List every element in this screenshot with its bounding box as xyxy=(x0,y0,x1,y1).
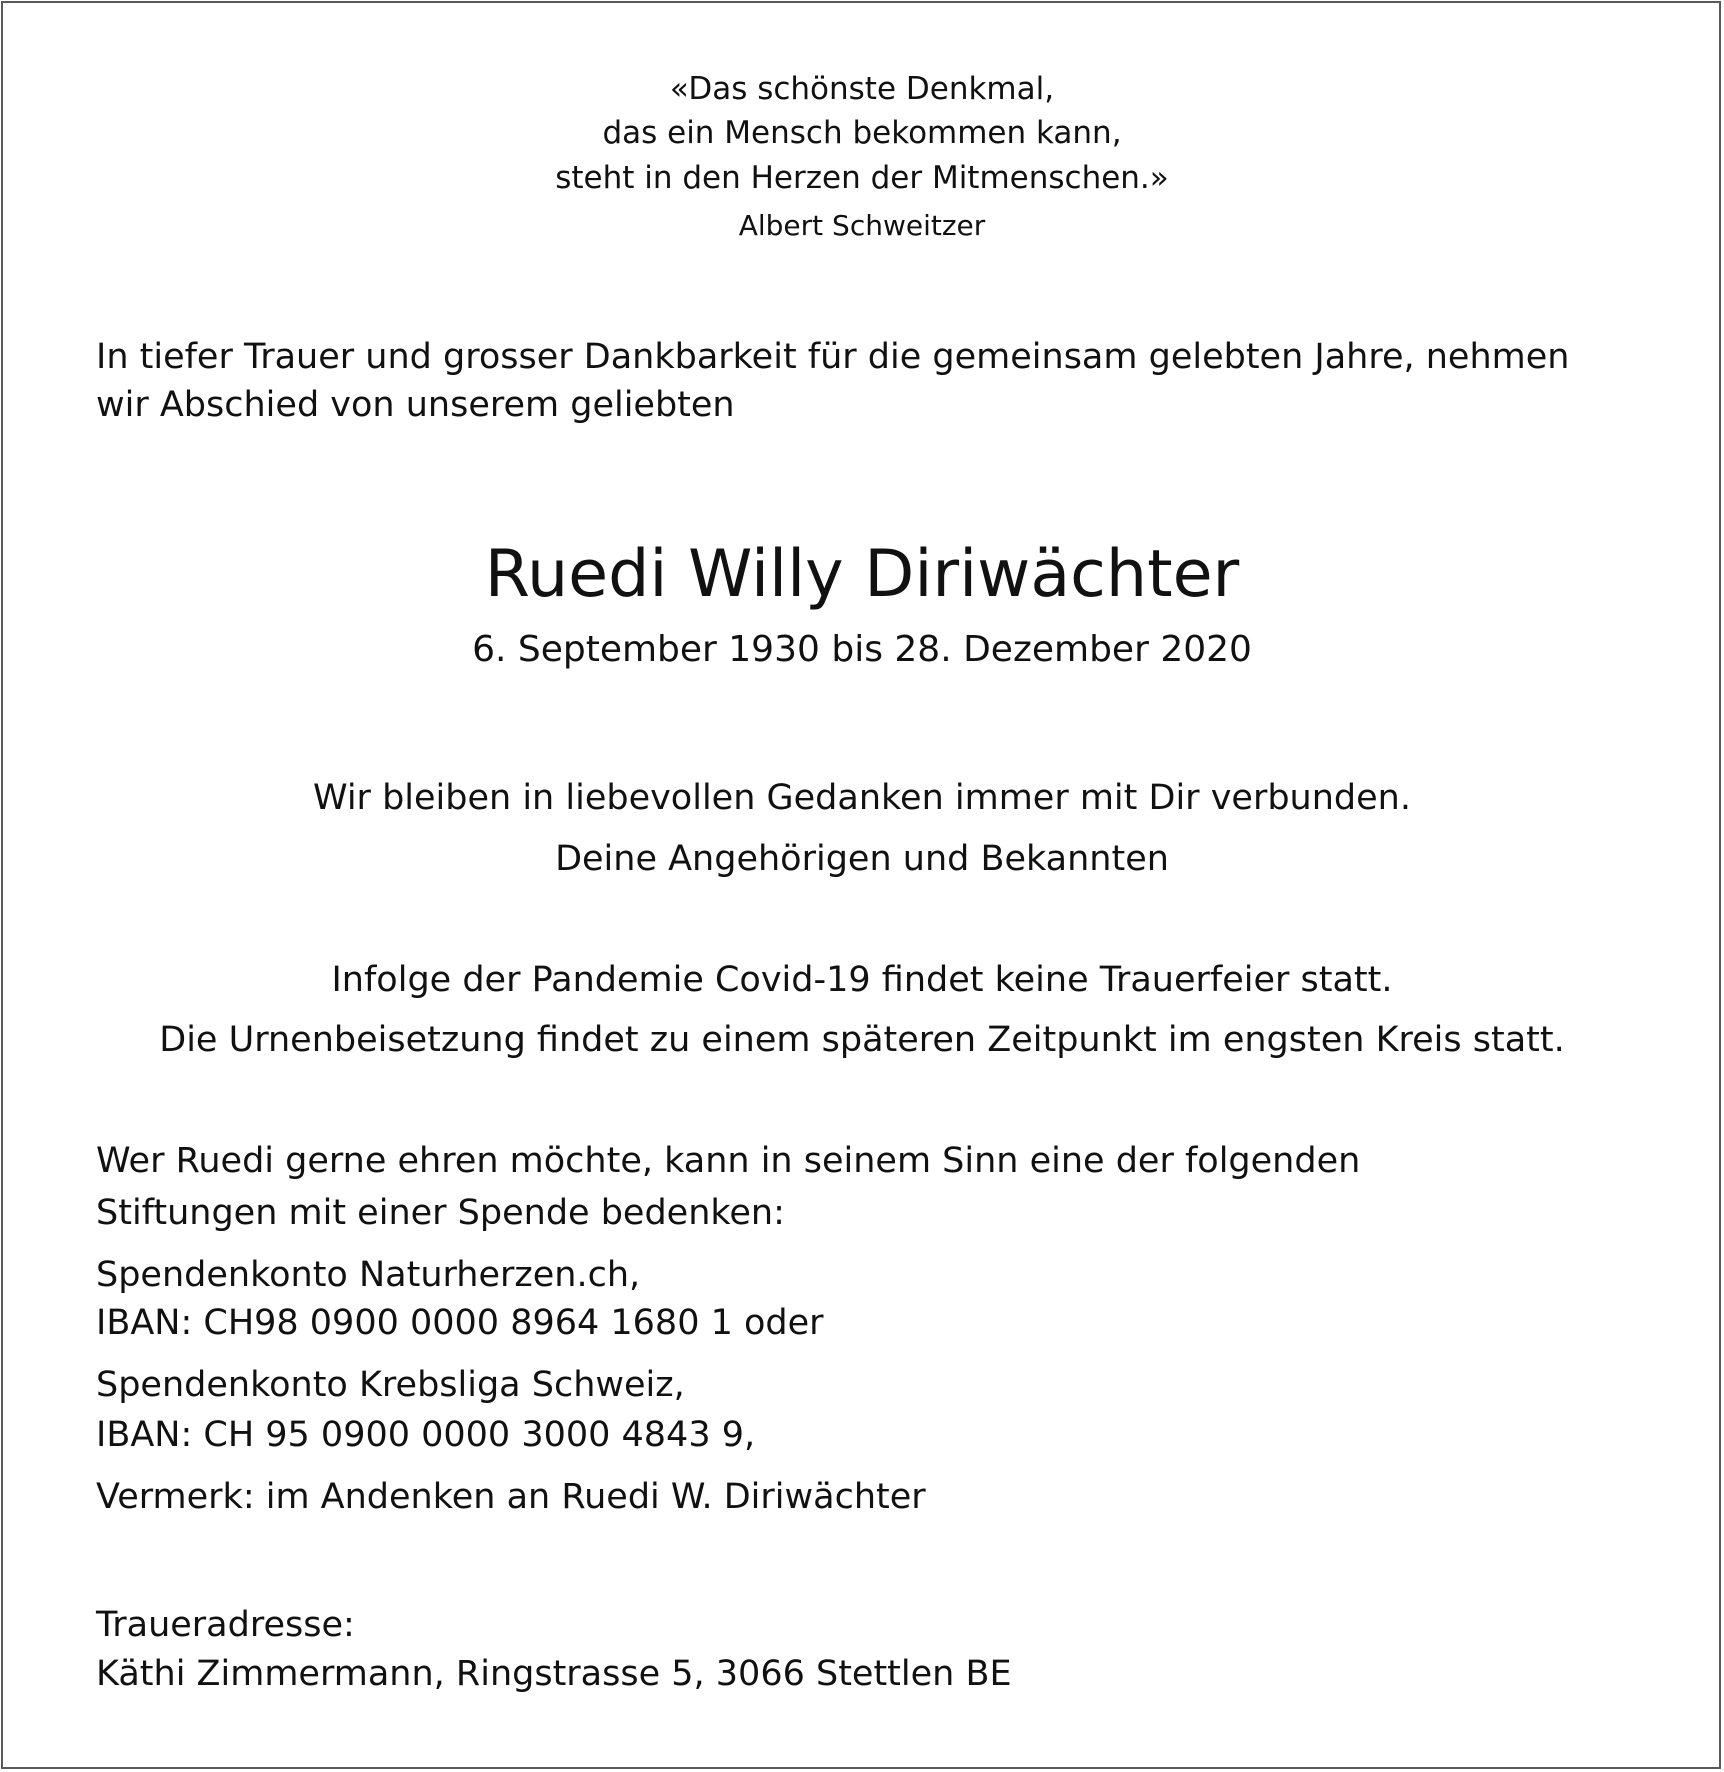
farewell-line: Wir bleiben in liebevollen Gedanken immer mit Dir verbunden. xyxy=(313,778,1411,818)
donation-account-2-name: Spendenkonto Krebsliga Schweiz, xyxy=(96,1365,685,1405)
intro-line-2: wir Abschied von unserem geliebten xyxy=(96,385,735,425)
quote-line-2: das ein Mensch bekommen kann, xyxy=(602,115,1122,151)
donation-account-1-name: Spendenkonto Naturherzen.ch, xyxy=(96,1255,641,1295)
quote-line-3: steht in den Herzen der Mitmenschen.» xyxy=(555,160,1169,196)
address-label: Traueradresse: xyxy=(96,1605,355,1645)
notice-line-1: Infolge der Pandemie Covid-19 findet keine Trauerfeier statt. xyxy=(331,960,1393,1000)
donation-account-1-iban: IBAN: CH98 0900 0000 8964 1680 1 oder xyxy=(96,1303,824,1343)
donation-note: Vermerk: im Andenken an Ruedi W. Diriwächter xyxy=(96,1477,926,1517)
donation-intro-line-1: Wer Ruedi gerne ehren möchte, kann in seinem Sinn eine der folgenden xyxy=(96,1141,1361,1181)
donation-account-2-iban: IBAN: CH 95 0900 0000 3000 4843 9, xyxy=(96,1415,756,1455)
address-value: Käthi Zimmermann, Ringstrasse 5, 3066 Stettlen BE xyxy=(96,1654,1012,1694)
farewell-signature: Deine Angehörigen und Bekannten xyxy=(555,839,1169,879)
notice-line-2: Die Urnenbeisetzung findet zu einem späteren Zeitpunkt im engsten Kreis statt. xyxy=(159,1020,1565,1060)
quote-author: Albert Schweitzer xyxy=(738,209,986,242)
deceased-dates: 6. September 1930 bis 28. Dezember 2020 xyxy=(472,629,1252,670)
deceased-name: Ruedi Willy Diriwächter xyxy=(484,537,1240,612)
intro-line-1: In tiefer Trauer und grosser Dankbarkeit für die gemeinsam gelebten Jahre, nehmen xyxy=(96,337,1570,377)
donation-intro-line-2: Stiftungen mit einer Spende bedenken: xyxy=(96,1193,785,1233)
quote-line-1: «Das schönste Denkmal, xyxy=(669,71,1055,107)
